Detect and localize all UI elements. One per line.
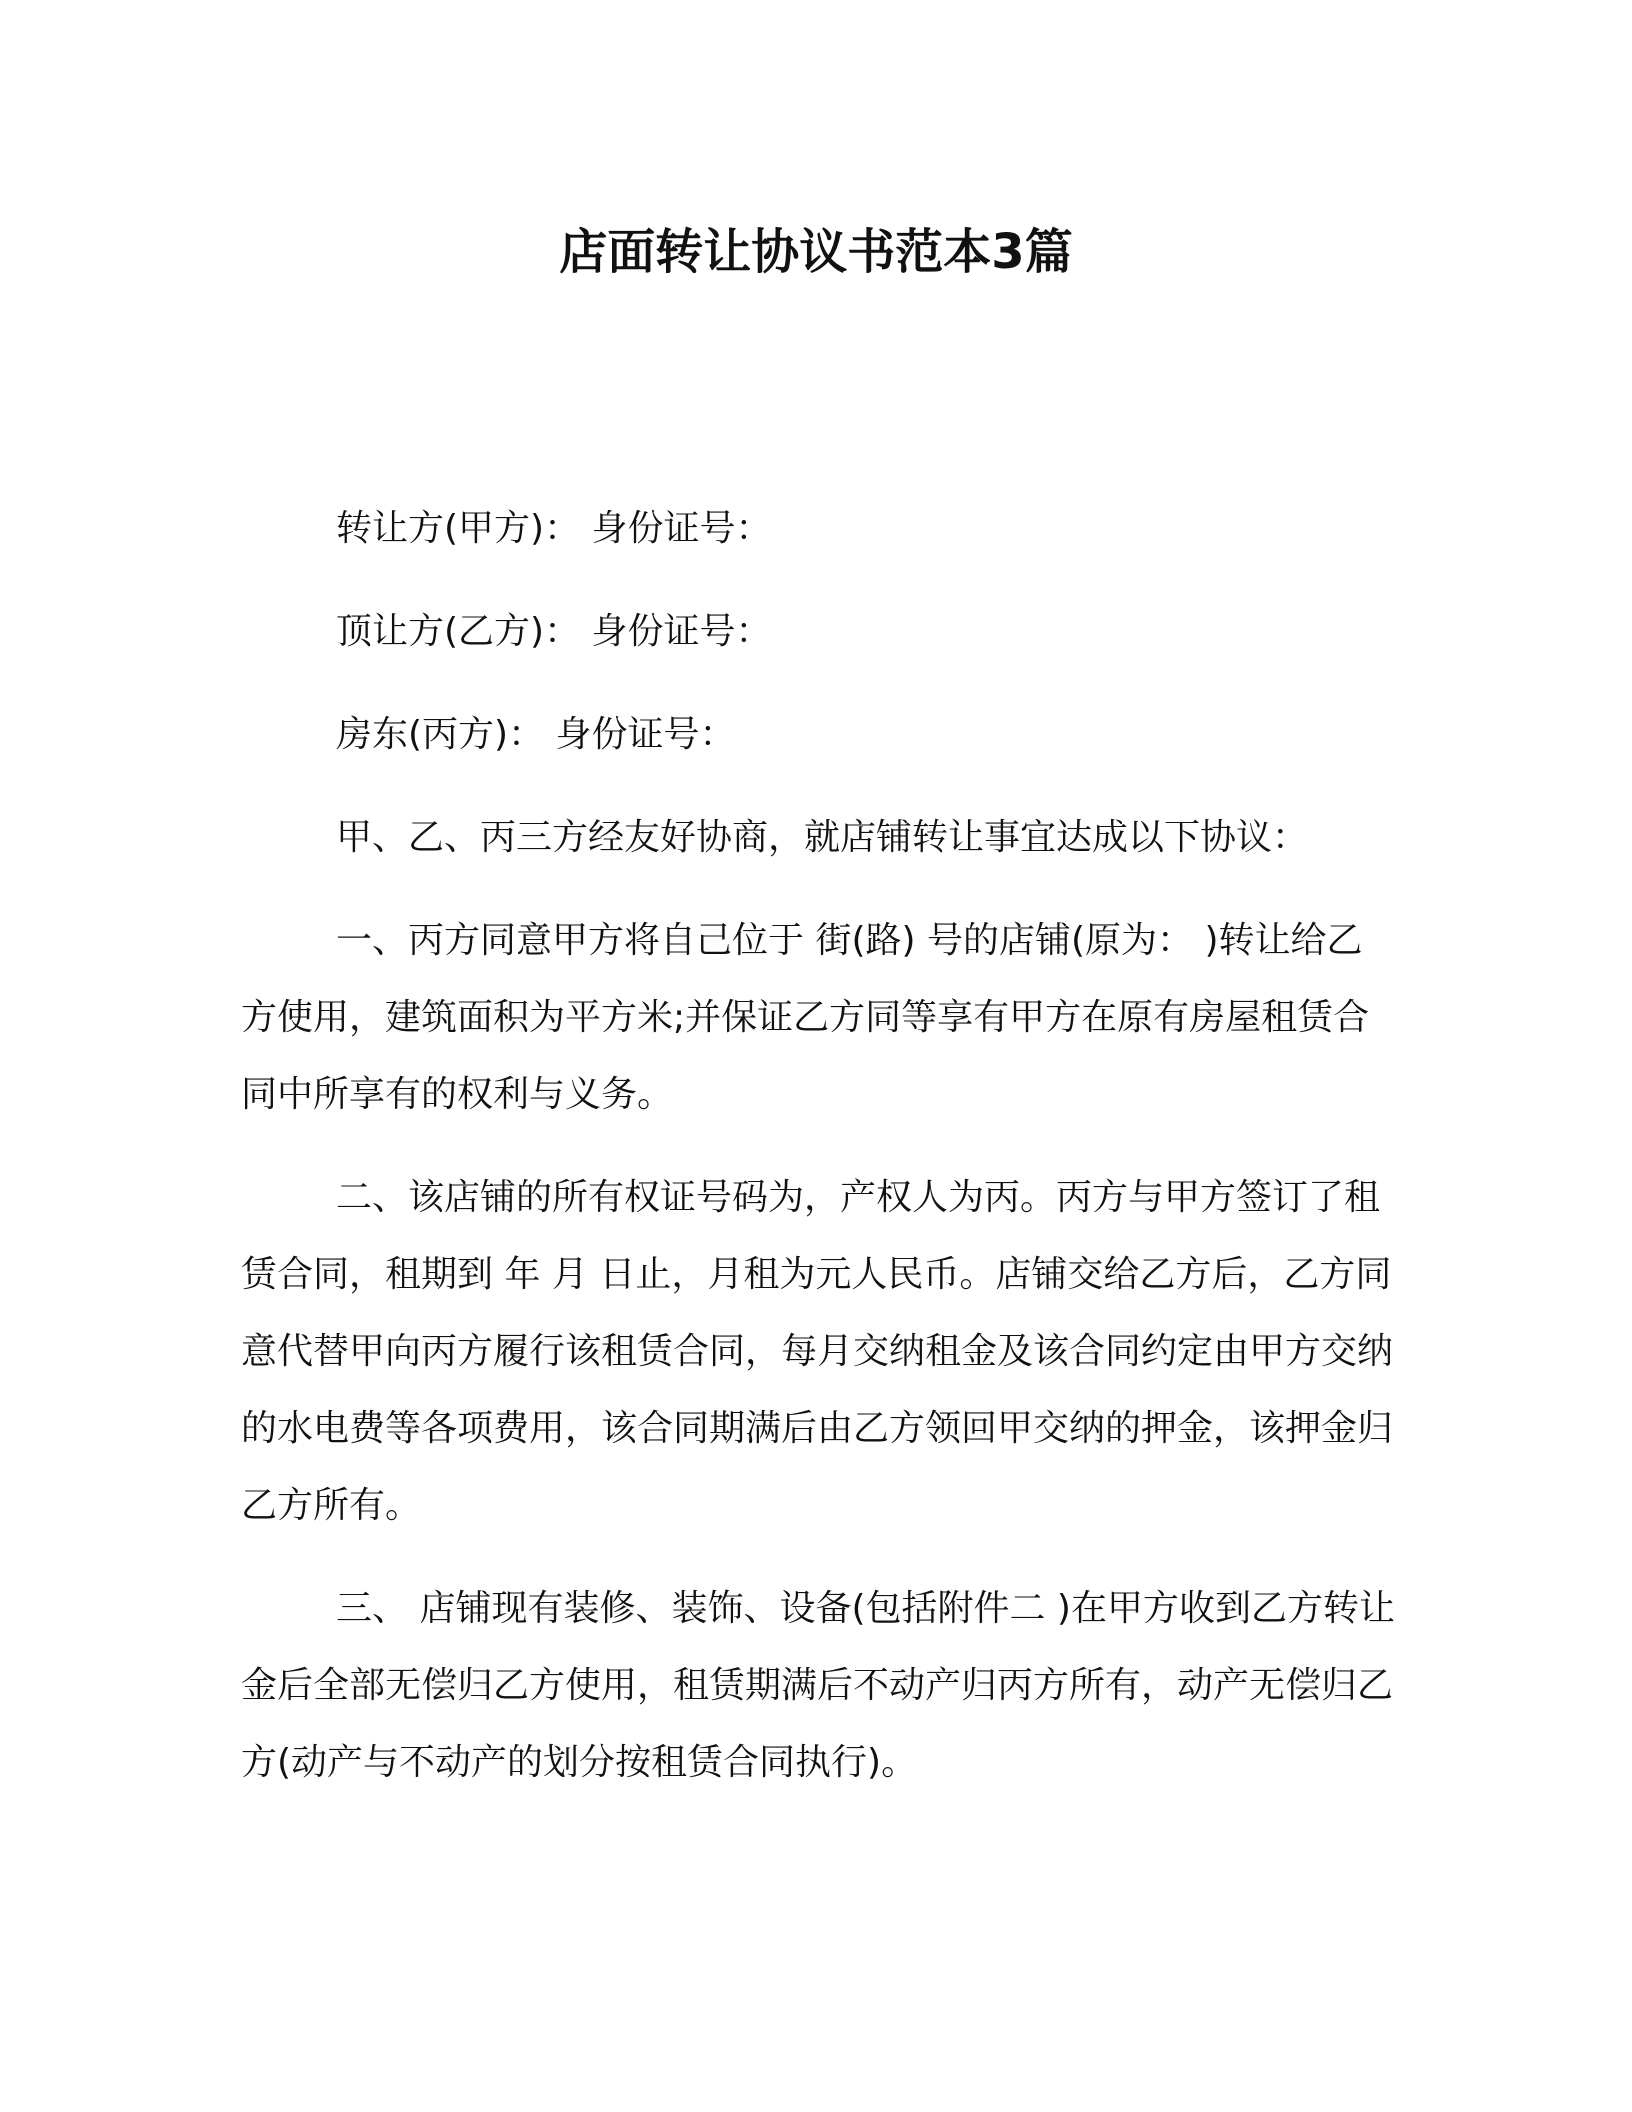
party-landlord-line: 房东(丙方)： 身份证号：	[336, 714, 736, 755]
document-title: 店面转让协议书范本3篇	[559, 224, 1073, 280]
document-body	[241, 490, 1396, 1827]
clause-1: 一、丙方同意甲方将自己位于 街(路) 号的店铺(原为： )转让给乙方使用，建筑面积为平方米;并保证乙方同等享有甲方在原有房屋租赁合同中所享有的权利与义务。	[241, 920, 1370, 1115]
agreement-intro: 甲、乙、丙三方经友好协商，就店铺转让事宜达成以下协议：	[336, 817, 1309, 858]
clause-2: 二、该店铺的所有权证号码为，产权人为丙。丙方与甲方签订了租赁合同，租期到 年 月 日止，月租为元人民币。店铺交给乙方后，乙方同意代替甲向丙方履行该租赁合同，每月交纳租金及该合同约定由甲方交纳的水电费等各项费用，该合同期满后由乙方领回甲交纳的押金，该押金归乙方所有。	[241, 1177, 1394, 1526]
party-transferor-line: 转让方(甲方)： 身份证号：	[336, 508, 772, 549]
clause-3: 三、 店铺现有装修、装饰、设备(包括附件二 )在甲方收到乙方转让金后全部无偿归乙方使用，租赁期满后不动产归丙方所有，动产无偿归乙方(动产与不动产的划分按租赁合同执行)。	[241, 1588, 1395, 1783]
party-transferee-line: 顶让方(乙方)： 身份证号：	[336, 611, 772, 652]
